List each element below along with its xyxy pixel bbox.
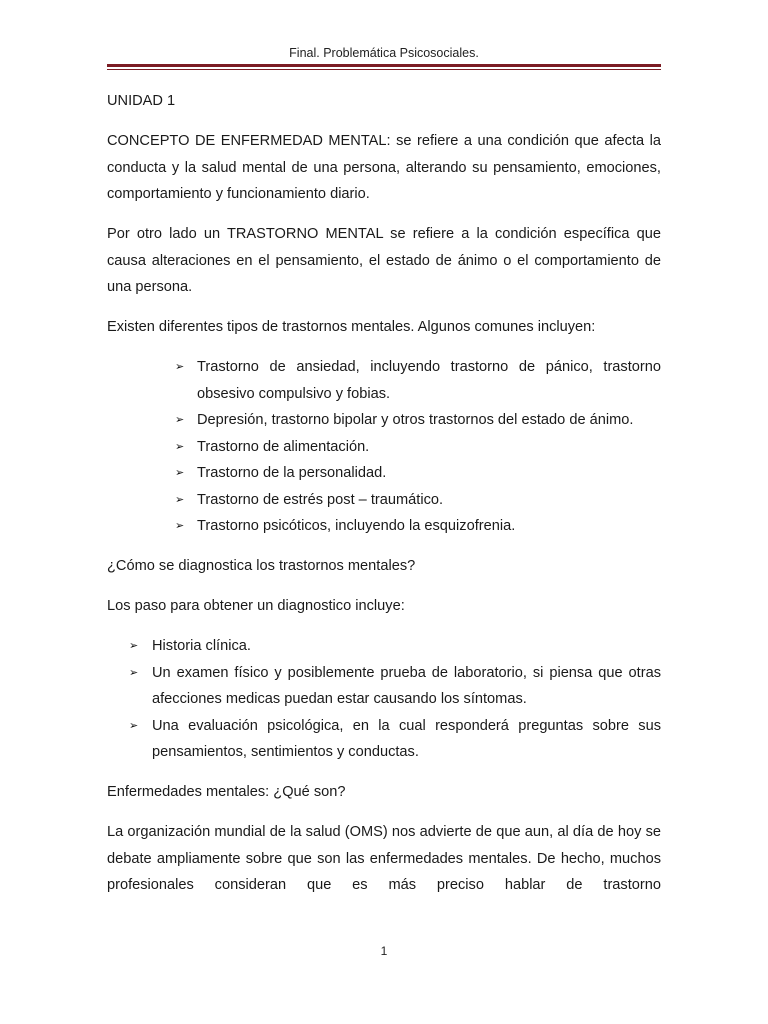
arrow-bullet-icon: ➢	[129, 666, 139, 679]
header-rule-thick	[107, 64, 661, 67]
list-item	[107, 633, 661, 660]
tipos-list	[107, 354, 661, 540]
list-item	[107, 513, 661, 540]
arrow-bullet-icon: ➢	[129, 640, 139, 652]
paragraph-diagnostico-question: ¿Cómo se diagnostica los trastornos mentales?	[107, 558, 416, 574]
header-rule-thin	[107, 69, 661, 70]
list-item-text: Depresión, trastorno bipolar y otros trastornos del estado de ánimo.	[197, 412, 634, 428]
list-item-text: Un examen físico y posiblemente prueba de laboratorio, si piensa que otras afecciones medicas puedan estar causando los síntomas.	[152, 664, 661, 707]
paragraph-oms: La organización mundial de la salud (OMS) nos advierte de que aun, al día de hoy se debate ampliamente sobre que son las enfermedades mentales. De hecho, muchos profesionales consideran que es más preciso hablar de trastorno	[107, 824, 661, 893]
arrow-bullet-icon: ➢	[129, 719, 139, 732]
arrow-bullet-icon: ➢	[175, 361, 185, 373]
paragraph-pasos-intro: Los paso para obtener un diagnostico incluye:	[107, 598, 405, 614]
list-item-text: Historia clínica.	[152, 638, 251, 654]
paragraph-enfermedades-question: Enfermedades mentales: ¿Qué son?	[107, 784, 346, 800]
arrow-bullet-icon: ➢	[175, 493, 185, 506]
list-item-text: Trastorno de alimentación.	[197, 438, 370, 455]
list-item	[107, 460, 661, 487]
page-number: 1	[380, 944, 388, 958]
list-item	[107, 487, 661, 514]
list-item-text: Una evaluación psicológica, en la cual responderá preguntas sobre sus pensamientos, sentimientos y conductas.	[152, 717, 661, 760]
list-item-text: Trastorno psicóticos, incluyendo la esquizofrenia.	[197, 518, 516, 534]
list-item	[107, 434, 661, 461]
arrow-bullet-icon: ➢	[175, 467, 185, 479]
list-item-text: Trastorno de ansiedad, incluyendo trastorno de pánico, trastorno obsesivo compulsivo y fobias.	[197, 359, 661, 402]
list-item-text: Trastorno de la personalidad.	[197, 465, 387, 481]
paragraph-concept: CONCEPTO DE ENFERMEDAD MENTAL: se refiere a una condición que afecta la conducta y la salud mental de una persona, alterando su pensamiento, emociones, comportamiento y funcionamiento diario.	[107, 133, 661, 202]
paragraph-trastorno: Por otro lado un TRASTORNO MENTAL se refiere a la condición específica que causa alteraciones en el pensamiento, el estado de ánimo o el comportamiento de una persona.	[107, 226, 661, 295]
list-item	[107, 354, 661, 407]
paragraph-tipos-intro: Existen diferentes tipos de trastornos mentales. Algunos comunes incluyen:	[107, 319, 596, 335]
arrow-bullet-icon: ➢	[175, 414, 185, 426]
arrow-bullet-icon: ➢	[175, 440, 185, 453]
page-header-title: Final. Problemática Psicosociales.	[289, 46, 479, 60]
list-item	[107, 407, 661, 434]
list-item	[107, 713, 661, 766]
pasos-list	[107, 633, 661, 766]
list-item-text: Trastorno de estrés post – traumático.	[197, 491, 444, 508]
list-item	[107, 660, 661, 713]
arrow-bullet-icon: ➢	[175, 520, 185, 532]
unit-title: UNIDAD 1	[107, 93, 176, 109]
document-body	[107, 88, 661, 912]
